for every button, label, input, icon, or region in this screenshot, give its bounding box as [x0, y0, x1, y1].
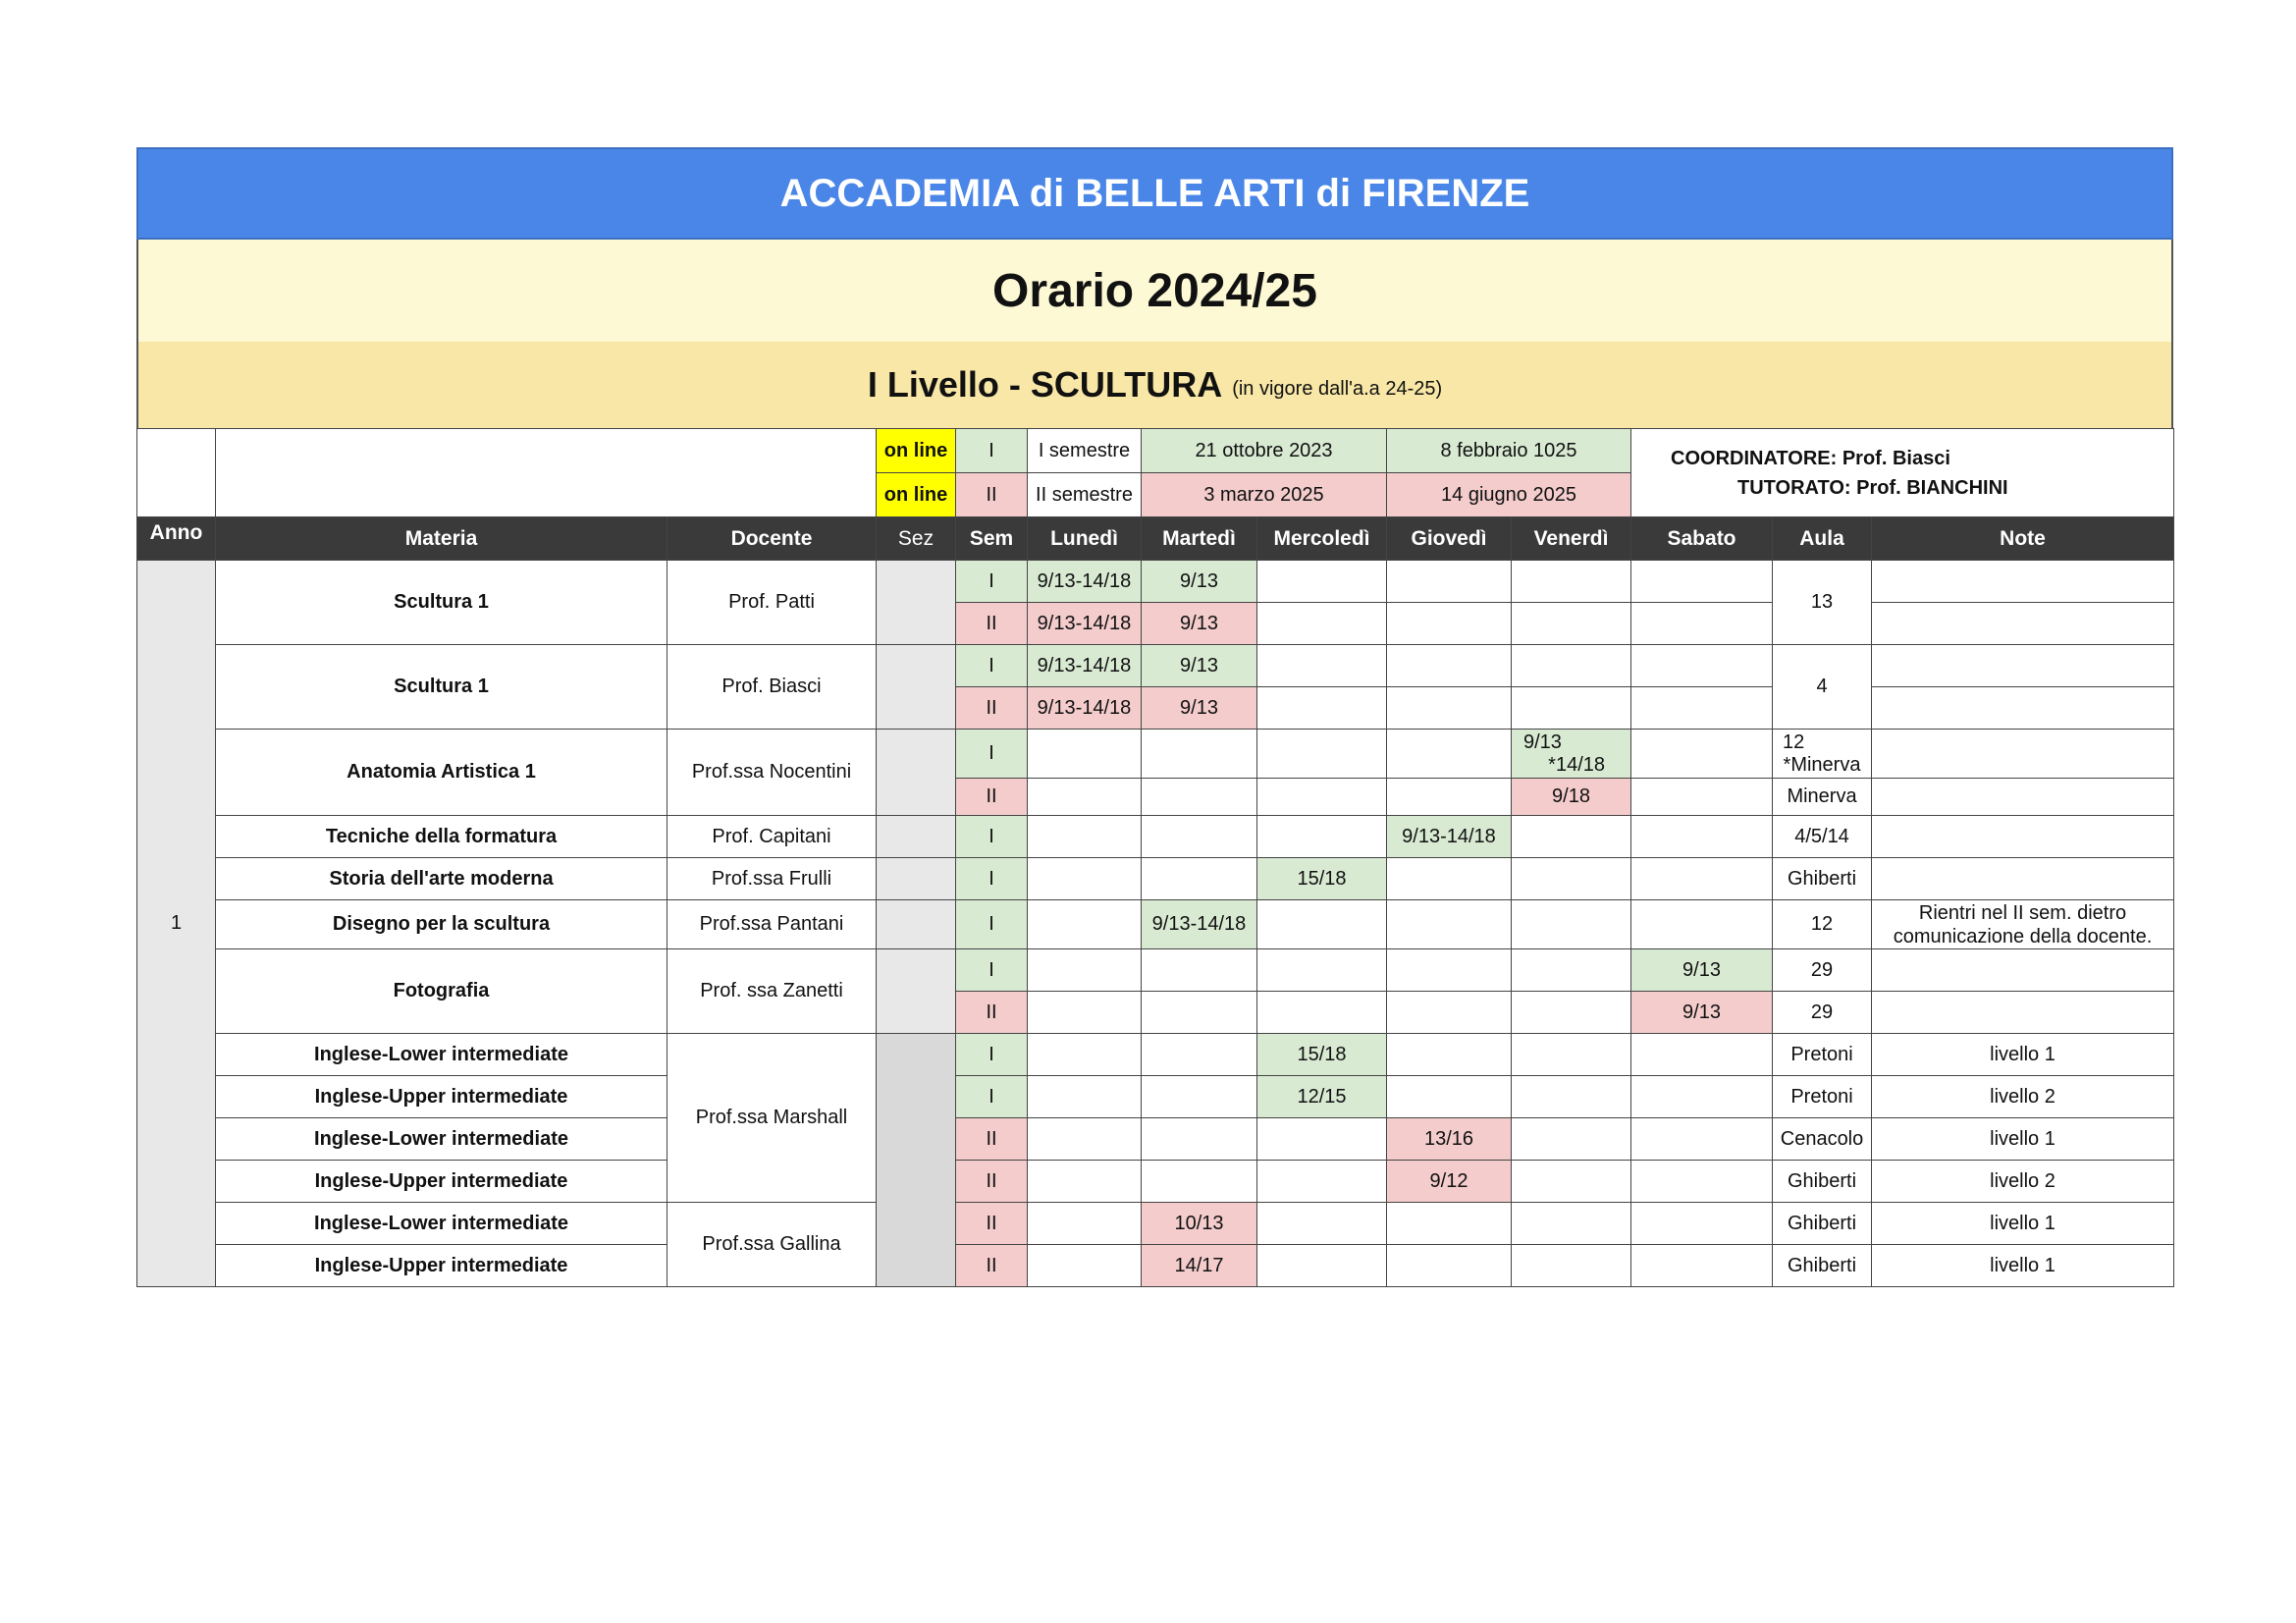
- note-cell: [1872, 900, 2174, 949]
- materia-cell: Disegno per la scultura: [216, 900, 667, 949]
- aula-cell: Pretoni: [1773, 1034, 1872, 1076]
- sem-cell: I: [956, 858, 1028, 900]
- sem-cell: I: [956, 816, 1028, 858]
- col-lunedi: Lunedì: [1028, 517, 1142, 561]
- aula-cell: 29: [1773, 949, 1872, 992]
- tutor: TUTORATO: Prof. BIANCHINI: [1737, 476, 2008, 499]
- table-row: [137, 1076, 2174, 1118]
- materia-cell: Scultura 1: [216, 561, 667, 645]
- aula-slot-b: *Minerva: [1783, 753, 1861, 776]
- aula-cell: Cenacolo: [1773, 1118, 1872, 1161]
- sem-cell: I: [956, 645, 1028, 687]
- aula-slot-a: 12: [1783, 730, 1805, 753]
- semester-row-1: [137, 429, 2174, 473]
- sez-cell: [877, 858, 956, 900]
- col-aula: Aula: [1773, 517, 1872, 561]
- sem-cell: I: [956, 949, 1028, 992]
- staff-info: [1631, 429, 2174, 517]
- anno-value: 1: [137, 561, 216, 1287]
- lunedi-cell: 9/13-14/18: [1028, 561, 1142, 603]
- docente-cell: Prof. ssa Zanetti: [667, 949, 877, 1034]
- table-row: [137, 561, 2174, 603]
- table-row: [137, 1203, 2174, 1245]
- sez-cell: [877, 900, 956, 949]
- materia-cell: Anatomia Artistica 1: [216, 730, 667, 816]
- sem-cell: II: [956, 1203, 1028, 1245]
- table-row: [137, 730, 2174, 779]
- materia-cell: Fotografia: [216, 949, 667, 1034]
- lunedi-cell: 9/13-14/18: [1028, 687, 1142, 730]
- table-row: [137, 645, 2174, 687]
- col-sez: Sez: [877, 517, 956, 561]
- martedi-cell: 9/13: [1142, 603, 1257, 645]
- sez-cell: [877, 730, 956, 816]
- martedi-cell: 9/13-14/18: [1142, 900, 1257, 949]
- program-title: [136, 342, 2173, 428]
- martedi-cell: 14/17: [1142, 1245, 1257, 1287]
- program-note: (in vigore dall'a.a 24-25): [1232, 377, 1443, 400]
- materia-cell: Inglese-Upper intermediate: [216, 1245, 667, 1287]
- venerdi-slot-b: *14/18: [1548, 753, 1606, 776]
- col-sem: Sem: [956, 517, 1028, 561]
- venerdi-cell: [1512, 730, 1631, 779]
- martedi-cell: 9/13: [1142, 687, 1257, 730]
- table-row: [137, 1034, 2174, 1076]
- aula-cell: Ghiberti: [1773, 1161, 1872, 1203]
- col-note: Note: [1872, 517, 2174, 561]
- online-badge-2: on line: [877, 473, 956, 517]
- aula-cell: 29: [1773, 992, 1872, 1034]
- sem-cell: I: [956, 1034, 1028, 1076]
- aula-cell: 13: [1773, 561, 1872, 645]
- schedule-table: [136, 428, 2174, 1287]
- aula-cell: 12: [1773, 900, 1872, 949]
- sabato-cell: 9/13: [1631, 949, 1773, 992]
- materia-cell: Inglese-Lower intermediate: [216, 1118, 667, 1161]
- sem-cell: I: [956, 561, 1028, 603]
- materia-cell: Inglese-Upper intermediate: [216, 1161, 667, 1203]
- aula-cell: Ghiberti: [1773, 858, 1872, 900]
- martedi-cell: 10/13: [1142, 1203, 1257, 1245]
- note-cell: livello 1: [1872, 1245, 2174, 1287]
- sem-cell: II: [956, 992, 1028, 1034]
- docente-cell: Prof.ssa Frulli: [667, 858, 877, 900]
- blank-top: [216, 429, 877, 517]
- sem-cell: I: [956, 900, 1028, 949]
- mercoledi-cell: 12/15: [1257, 1076, 1387, 1118]
- table-row: [137, 900, 2174, 949]
- mercoledi-cell: 15/18: [1257, 858, 1387, 900]
- docente-cell: Prof.ssa Pantani: [667, 900, 877, 949]
- online-badge-1: on line: [877, 429, 956, 473]
- aula-cell: 4: [1773, 645, 1872, 730]
- semester-code-1: I: [956, 429, 1028, 473]
- note-line-b: comunicazione della docente.: [1893, 925, 2153, 947]
- semester-label-2: II semestre: [1028, 473, 1142, 517]
- note-cell: livello 1: [1872, 1203, 2174, 1245]
- sem-cell: II: [956, 1118, 1028, 1161]
- col-venerdi: Venerdì: [1512, 517, 1631, 561]
- table-row: [137, 816, 2174, 858]
- lunedi-cell: 9/13-14/18: [1028, 645, 1142, 687]
- note-cell: livello 1: [1872, 1034, 2174, 1076]
- semester-code-2: II: [956, 473, 1028, 517]
- aula-cell: Ghiberti: [1773, 1203, 1872, 1245]
- materia-cell: Inglese-Lower intermediate: [216, 1034, 667, 1076]
- giovedi-cell: 13/16: [1387, 1118, 1512, 1161]
- semester-end-1: 8 febbraio 1025: [1387, 429, 1631, 473]
- col-giovedi: Giovedì: [1387, 517, 1512, 561]
- docente-cell: Prof. Biasci: [667, 645, 877, 730]
- schedule-sheet: [136, 147, 2173, 1287]
- docente-cell: Prof.ssa Gallina: [667, 1203, 877, 1287]
- aula-cell: 4/5/14: [1773, 816, 1872, 858]
- table-row: [137, 949, 2174, 992]
- sem-cell: I: [956, 730, 1028, 779]
- aula-cell: [1773, 730, 1872, 779]
- sez-cell: [877, 645, 956, 730]
- sem-cell: II: [956, 779, 1028, 816]
- table-row: [137, 1245, 2174, 1287]
- materia-cell: Inglese-Lower intermediate: [216, 1203, 667, 1245]
- docente-cell: Prof. Patti: [667, 561, 877, 645]
- aula-cell: Ghiberti: [1773, 1245, 1872, 1287]
- lunedi-cell: 9/13-14/18: [1028, 603, 1142, 645]
- docente-cell: Prof.ssa Marshall: [667, 1034, 877, 1203]
- table-row: [137, 858, 2174, 900]
- giovedi-cell: 9/13-14/18: [1387, 816, 1512, 858]
- col-sabato: Sabato: [1631, 517, 1773, 561]
- docente-cell: Prof. Capitani: [667, 816, 877, 858]
- program-name: I Livello - SCULTURA: [867, 364, 1223, 405]
- sem-cell: II: [956, 1161, 1028, 1203]
- col-materia: Materia: [216, 517, 667, 561]
- table-row: [137, 1118, 2174, 1161]
- venerdi-slot-a: 9/13: [1523, 730, 1562, 753]
- note-cell: livello 1: [1872, 1118, 2174, 1161]
- materia-cell: Tecniche della formatura: [216, 816, 667, 858]
- col-anno: Anno: [137, 517, 216, 561]
- sez-cell: [877, 1034, 956, 1287]
- sez-cell: [877, 949, 956, 1034]
- semester-end-2: 14 giugno 2025: [1387, 473, 1631, 517]
- note-line-a: Rientri nel II sem. dietro: [1918, 901, 2127, 924]
- coordinator: COORDINATORE: Prof. Biasci: [1671, 447, 1950, 469]
- mercoledi-cell: 15/18: [1257, 1034, 1387, 1076]
- docente-cell: Prof.ssa Nocentini: [667, 730, 877, 816]
- materia-cell: Storia dell'arte moderna: [216, 858, 667, 900]
- sabato-cell: 9/13: [1631, 992, 1773, 1034]
- note-cell: livello 2: [1872, 1076, 2174, 1118]
- schedule-title: Orario 2024/25: [136, 240, 2173, 342]
- semester-start-1: 21 ottobre 2023: [1142, 429, 1387, 473]
- sez-cell: [877, 561, 956, 645]
- materia-cell: Scultura 1: [216, 645, 667, 730]
- sem-cell: II: [956, 1245, 1028, 1287]
- sez-cell: [877, 816, 956, 858]
- venerdi-cell: 9/18: [1512, 779, 1631, 816]
- sem-cell: II: [956, 687, 1028, 730]
- martedi-cell: 9/13: [1142, 645, 1257, 687]
- sem-cell: II: [956, 603, 1028, 645]
- semester-label-1: I semestre: [1028, 429, 1142, 473]
- giovedi-cell: 9/12: [1387, 1161, 1512, 1203]
- table-row: [137, 1161, 2174, 1203]
- sem-cell: I: [956, 1076, 1028, 1118]
- martedi-cell: 9/13: [1142, 561, 1257, 603]
- semester-start-2: 3 marzo 2025: [1142, 473, 1387, 517]
- aula-cell: Pretoni: [1773, 1076, 1872, 1118]
- col-docente: Docente: [667, 517, 877, 561]
- col-mercoledi: Mercoledì: [1257, 517, 1387, 561]
- institution-title: ACCADEMIA di BELLE ARTI di FIRENZE: [136, 147, 2173, 240]
- aula-cell: Minerva: [1773, 779, 1872, 816]
- blank-anno-top: [137, 429, 216, 517]
- column-header-row: [137, 517, 2174, 561]
- materia-cell: Inglese-Upper intermediate: [216, 1076, 667, 1118]
- col-martedi: Martedì: [1142, 517, 1257, 561]
- note-cell: livello 2: [1872, 1161, 2174, 1203]
